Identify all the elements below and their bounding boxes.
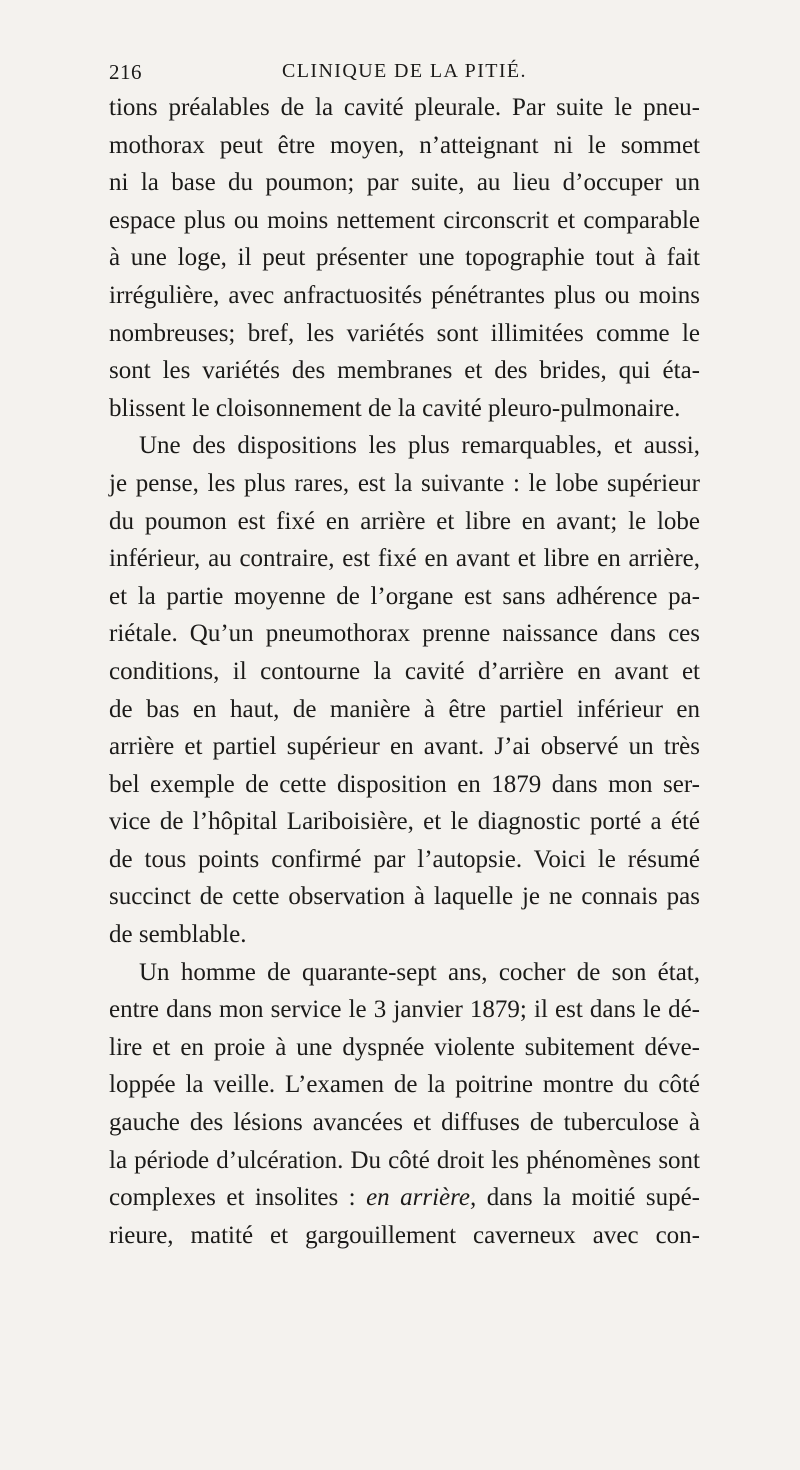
text-line: riétale. Qu’un pneumothorax prenne naissance dans ces <box>109 620 700 648</box>
text-line: à une loge, il peut présenter une topographie tout à fait <box>109 244 700 272</box>
text-line: conditions, il contourne la cavité d’arrière en avant et <box>109 657 700 685</box>
text-line: irrégulière, avec anfractuosités pénétrantes plus ou moins <box>109 281 700 309</box>
paragraph-start-line: Un homme de quarante-sept ans, cocher de son état, <box>139 958 700 986</box>
text-line: succinct de cette observation à laquelle je ne connais pas <box>109 883 700 911</box>
text-line: du poumon est fixé en arrière et libre en avant; le lobe <box>109 507 700 535</box>
text-line: tions préalables de la cavité pleurale. Par suite le pneu- <box>109 94 700 121</box>
running-title: CLINIQUE DE LA PITIÉ. <box>282 60 527 82</box>
text-line: espace plus ou moins nettement circonscrit et comparable <box>109 206 700 234</box>
text-segment: complexes et insolites : <box>109 1184 367 1212</box>
text-line-mixed <box>109 1179 700 1217</box>
text-line: nombreuses; bref, les variétés sont illimitées comme le <box>109 319 700 347</box>
text-line: lire et en proie à une dyspnée violente subitement déve- <box>109 1033 700 1061</box>
text-line: gauche des lésions avancées et diffuses de tuberculose à <box>109 1109 700 1137</box>
text-line: blissent le cloisonnement de la cavité pleuro-pulmonaire. <box>109 394 681 422</box>
text-line: mothorax peut être moyen, n’atteignant ni le sommet <box>109 131 700 159</box>
page-number: 216 <box>109 60 142 84</box>
text-segment: dans la moitié supé- <box>476 1184 700 1212</box>
text-line: entre dans mon service le 3 janvier 1879; il est dans le dé- <box>109 996 700 1024</box>
text-line: vice de l’hôpital Lariboisière, et le diagnostic porté a été <box>109 808 700 836</box>
body-text <box>109 89 700 1254</box>
text-line: rieure, matité et gargouillement caverneux avec con- <box>109 1221 700 1249</box>
page-header <box>109 60 700 88</box>
text-line: de bas en haut, de manière à être partiel inférieur en <box>109 695 700 723</box>
text-line: ni la base du poumon; par suite, au lieu d’occuper un <box>109 169 700 197</box>
text-line: loppée la veille. L’examen de la poitrine montre du côté <box>109 1071 700 1099</box>
text-line: arrière et partiel supérieur en avant. J’ai observé un très <box>109 733 700 761</box>
italic-segment: en arrière, <box>366 1184 477 1212</box>
text-line: de semblable. <box>109 921 247 949</box>
paragraph-start-line: Une des dispositions les plus remarquables, et aussi, <box>139 432 700 460</box>
text-line: de tous points confirmé par l’autopsie. Voici le résumé <box>109 845 700 873</box>
text-line: bel exemple de cette disposition en 1879 dans mon ser- <box>109 770 700 798</box>
text-line: la période d’ulcération. Du côté droit les phénomènes sont <box>109 1146 700 1174</box>
text-line: inférieur, au contraire, est fixé en avant et libre en arrière, <box>109 545 700 573</box>
text-line: et la partie moyenne de l’organe est sans adhérence pa- <box>109 582 700 610</box>
text-line: sont les variétés des membranes et des brides, qui éta- <box>109 357 700 385</box>
text-line: je pense, les plus rares, est la suivante : le lobe supérieur <box>109 469 700 497</box>
